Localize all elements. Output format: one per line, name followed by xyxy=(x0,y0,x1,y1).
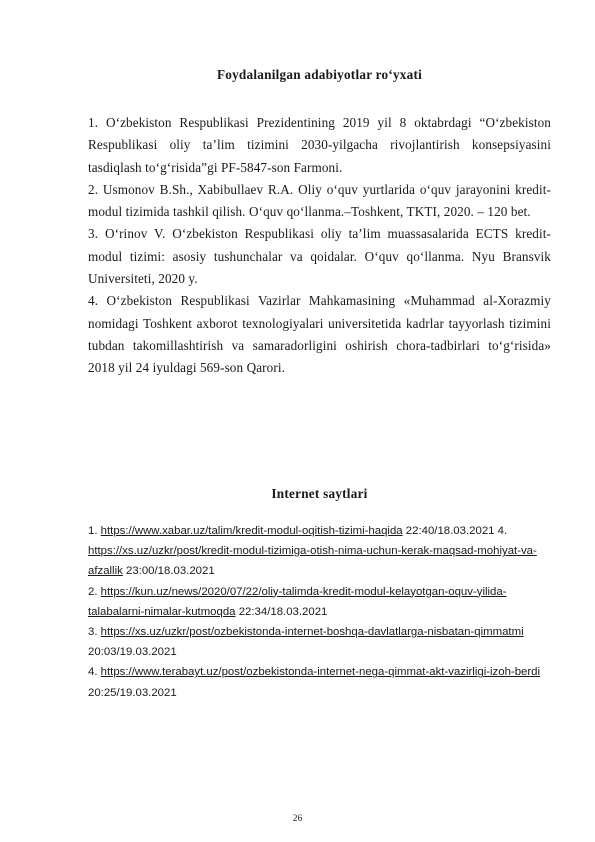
link-url[interactable]: https://xs.uz/uzkr/post/ozbekistonda-internet-boshqa-davlatlarga-nisbatan-qimmatmi xyxy=(100,626,524,639)
link-url[interactable]: https://xs.uz/uzkr/post/kredit-modul-tizimiga-otish-nima-uchun-kerak-maqsad-mohiyat-va-afzallik xyxy=(88,545,537,578)
link-item xyxy=(88,662,551,702)
link-number: 4. xyxy=(497,525,508,537)
reference-item: 4. O‘zbekiston Respublikasi Vazirlar Mahkamasining «Muhammad al-Xorazmiy nomidagi Toshkent axborot texnologiyalari universitetida kadrlar tayyorlash tizimini tubdan takomillashtirish va samaradorligini oshirish chora-tadbirlari to‘g‘risida» 2018 yil 24 iyuldagi 569-son Qarori. xyxy=(88,293,551,376)
link-number: 3. xyxy=(88,626,101,639)
references-heading: Foydalanilgan adabiyotlar ro‘yxati xyxy=(216,67,423,82)
link-timestamp: 20:03/19.03.2021 xyxy=(88,646,177,659)
link-number: 1. xyxy=(88,525,101,537)
link-item xyxy=(88,622,551,662)
reference-item: 1. O‘zbekiston Respublikasi Prezidentining 2019 yil 8 oktabrdagi “O‘zbekiston Respublikasi oliy ta’lim tizimini 2030-yilgacha rivojlantirish konsepsiyasini tasdiqlash to‘g‘risida”gi PF-5847-son Farmoni. xyxy=(88,115,551,175)
link-timestamp: 22:40/18.03.2021 xyxy=(402,525,495,537)
reference-item: 2. Usmonov B.Sh., Xabibullaev R.A. Oliy o‘quv yurtlarida o‘quv jarayonini kredit-modul tizimida tashkil qilish. O‘quv qo‘llanma.–Toshkent, TKTI, 2020. – 120 bet. xyxy=(88,181,551,220)
link-url[interactable]: https://www.xabar.uz/talim/kredit-modul-oqitish-tizimi-haqida xyxy=(100,525,403,537)
references-list xyxy=(88,112,551,380)
internet-sites-heading: Internet saytlari xyxy=(271,486,368,501)
link-url[interactable]: https://www.terabayt.uz/post/ozbekistonda-internet-nega-qimmat-akt-vazirligi-izoh-berdi xyxy=(100,666,541,679)
link-number: 2. xyxy=(88,585,101,598)
link-item xyxy=(88,582,551,622)
link-url[interactable]: https://kun.uz/news/2020/07/22/oliy-talimda-kredit-modul-kelayotgan-oquv-yilida-talabalarni-nimalar-kutmoqda xyxy=(88,585,507,618)
link-timestamp: 20:25/19.03.2021 xyxy=(88,686,177,699)
link-number: 4. xyxy=(88,666,101,679)
internet-links-list xyxy=(88,521,551,703)
link-item xyxy=(88,521,551,582)
link-timestamp: 23:00/18.03.2021 xyxy=(122,565,215,578)
link-timestamp: 22:34/18.03.2021 xyxy=(235,605,328,618)
reference-item: 3. O‘rinov V. O‘zbekiston Respublikasi oliy ta’lim muassasalarida ECTS kredit-modul tizimi: asosiy tushunchalar va qoidalar. O‘quv qo‘llanma. Nyu Bransvik Universiteti, 2020 y. xyxy=(88,226,551,287)
page-number: 26 xyxy=(292,814,303,824)
